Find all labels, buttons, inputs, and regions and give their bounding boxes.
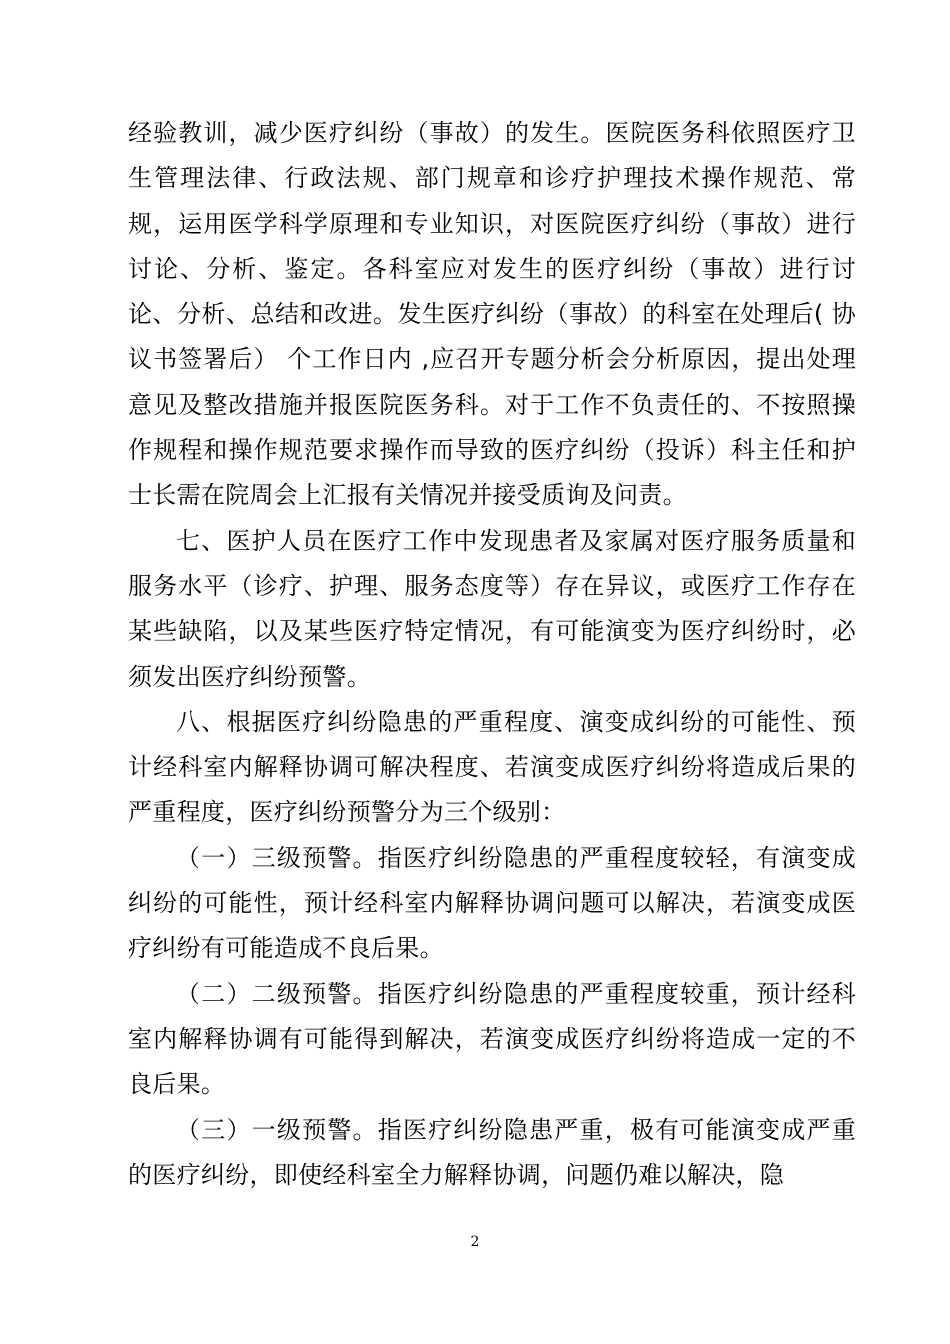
paragraph-continuation: 经验教训，减少医疗纠纷（事故）的发生。医院医务科依照医疗卫生管理法律、行政法规、部门规章和诊疗护理技术操作规范、常规，运用医学科学原理和专业知识，对医院医疗纠纷（事故）进行讨论、分析、鉴定。各科室应对发生的医疗纠纷（事故）进行讨论、分析、总结和改进。发生医疗纠纷（事故）的科室在处理后( 协议书签署后） 个工作日内 ,应召开专题分析会分析原因，提出处理意见及整改措施并报医院医务科。对于工作不负责任的、不按照操作规程和操作规范要求操作而导致的医疗纠纷（投诉）科主任和护士长需在院周会上汇报有关情况并接受质询及问责。 [128, 119, 856, 510]
paragraph-item-seven: 七、医护人员在医疗工作中发现患者及家属对医疗服务质量和服务水平（诊疗、护理、服务态度等）存在异议，或医疗工作存在某些缺陷，以及某些医疗特定情况，有可能演变为医疗纠纷时，必须发出医疗纠纷预警。 [128, 526, 856, 691]
page-number: 2 [470, 1234, 480, 1250]
paragraph-level-three-warning: （一）三级预警。指医疗纠纷隐患的严重程度较轻，有演变成纠纷的可能性，预计经科室内解释协调问题可以解决，若演变成医疗纠纷有可能造成不良后果。 [128, 843, 856, 963]
document-body [128, 111, 856, 1198]
paragraph-item-eight: 八、根据医疗纠纷隐患的严重程度、演变成纠纷的可能性、预计经科室内解释协调可解决程度、若演变成医疗纠纷将造成后果的严重程度，医疗纠纷预警分为三个级别： [128, 707, 856, 827]
paragraph-level-two-warning: （二）二级预警。指医疗纠纷隐患的严重程度较重，预计经科室内解释协调有可能得到解决，若演变成医疗纠纷将造成一定的不良后果。 [128, 979, 856, 1099]
paragraph-level-one-warning: （三）一级预警。指医疗纠纷隐患严重，极有可能演变成严重的医疗纠纷，即使经科室全力解释协调，问题仍难以解决，隐 [128, 1115, 856, 1189]
